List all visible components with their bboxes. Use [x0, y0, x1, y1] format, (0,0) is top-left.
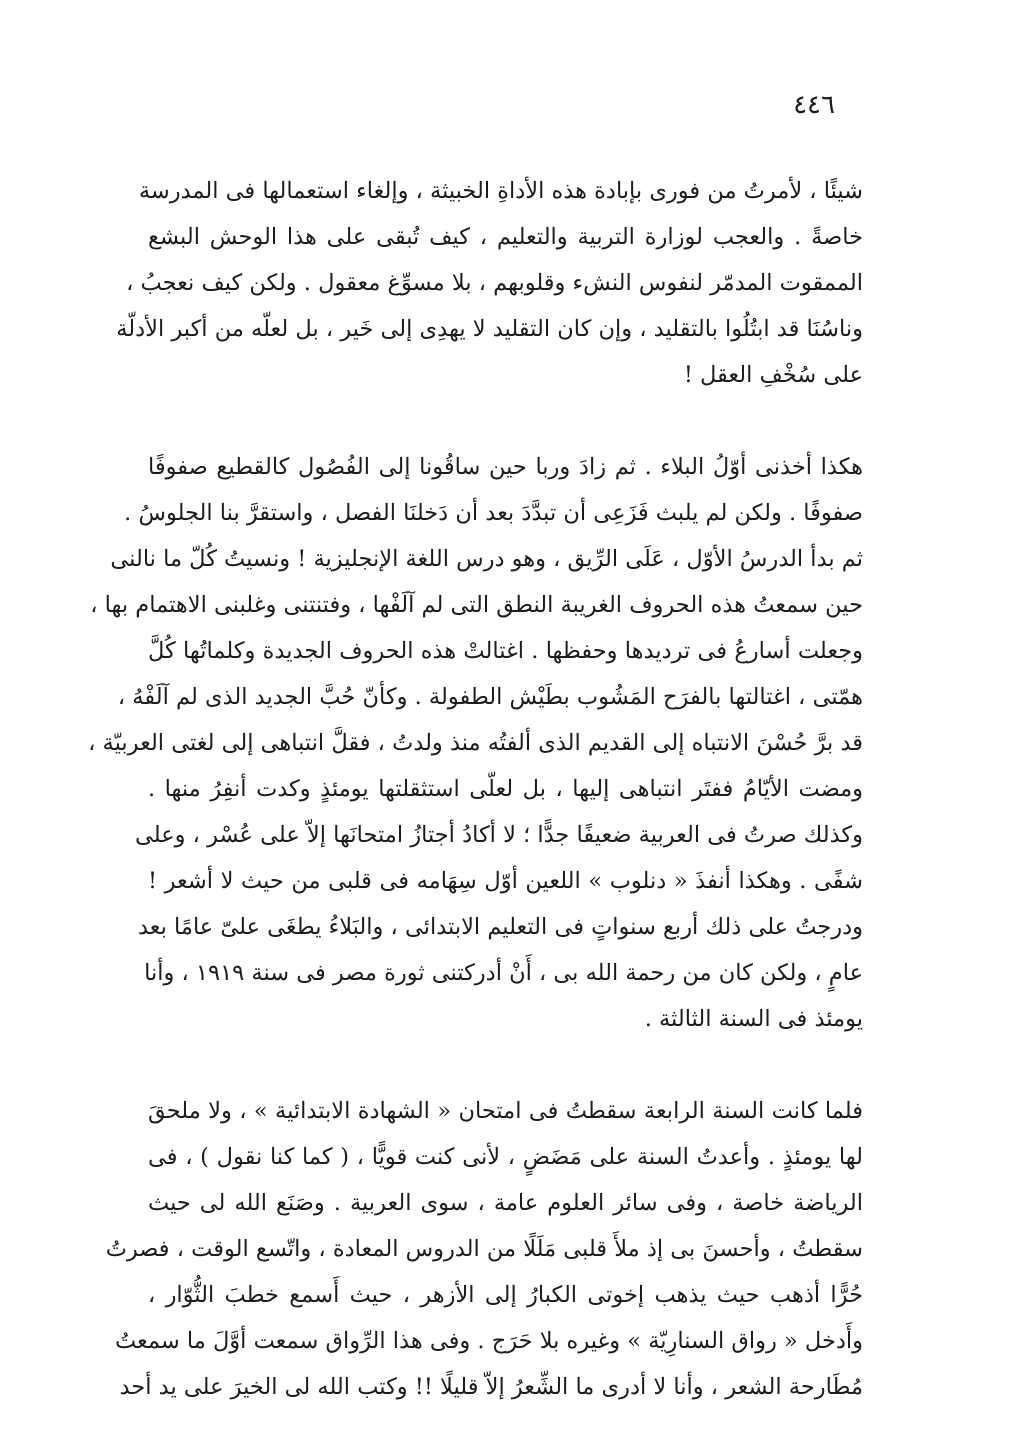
text-line: الرياضة خاصة ، وفى سائر العلوم عامة ، سوى العربية . وصَنَع الله لى حيث	[148, 1190, 863, 1216]
paragraph-2	[88, 444, 863, 1042]
text-line: لها يومئذٍ . وأعدتُ السنة على مَضَضٍ ، لأنى كنت قويًّا ، ( كما كنا نقول ) ، فى	[148, 1144, 863, 1170]
text-line: حُرًّا أذهب حيث يذهب إخوتى الكبارُ إلى الأزهر ، حيث أَسمع خطبَ الثُّوّار ،	[148, 1282, 863, 1308]
text-line: ثم بدأ الدرسُ الأوّل ، عَلَى الرِّيق ، وهو درس اللغة الإنجليزية ! ونسيتُ كُلّ ما نالنى	[110, 546, 863, 572]
page-body	[88, 168, 863, 1410]
text-line: وناسُنَا قد ابتُلُوا بالتقليد ، وإن كان التقليد لا يهدِى إلى خَير ، بل لعلّه من أكبر الأدلّة	[116, 316, 863, 342]
text-line: همّتى ، اغتالتها بالفرَح المَشُوب بطَيْش الطفولة . وكأنّ حُبَّ الجديد الذى لم آلَفْهُ ،	[117, 684, 863, 710]
text-line: على سُخْفِ العقل !	[683, 362, 863, 388]
page-number: ٤٤٦	[793, 90, 835, 120]
text-line: ودرجتُ على ذلك أربع سنواتٍ فى التعليم الابتدائى ، والبَلاءُ يطغَى علىّ عامًا بعد	[137, 914, 863, 940]
text-line: فلما كانت السنة الرابعة سقطتُ فى امتحان « الشهادة الابتدائية » ، ولا ملحقَ	[148, 1098, 863, 1124]
text-line: سقطتُ ، وأحسنَ بى إذ ملأَ قلبى مَلَلًا من الدروس المعادة ، واتّسع الوقت ، فصرتُ	[105, 1236, 863, 1262]
text-line: عامٍ ، ولكن كان من رحمة الله بى ، أَنْ أدركتنى ثورة مصر فى سنة ١٩١٩ ، وأنا	[144, 960, 863, 986]
text-line: وأَدخل « رواق السنارِيّة » وغيره بلا حَرَج . وفى هذا الرِّواق سمعت أوَّلَ ما سمعتُ	[114, 1328, 863, 1354]
text-line: يومئذ فى السنة الثالثة .	[644, 1006, 863, 1032]
text-line: شفًى . وهكذا أنفذَ « دنلوب » اللعين أوّل سِهَامه فى قلبى من حيث لا أشعر !	[148, 868, 863, 894]
text-line: وكذلك صرتُ فى العربية ضعيفًا جدًّا ؛ لا أكادُ أجتازُ امتحانَها إلاّ على عُسْر ، وعلى	[135, 822, 863, 848]
text-line: شيئًا ، لأمرتُ من فورى بإبادة هذه الأداةِ الخبيثة ، وإلغاء استعمالها فى المدرسة	[138, 178, 863, 204]
text-line: ومضت الأيّامُ ففتَر انتباهى إليها ، بل لعلّى استثقلتها يومئذٍ وكدت أنفِرُ منها .	[148, 776, 863, 802]
text-line: قد برَّ حُسْنَ الانتباه إلى القديم الذى ألفتُه منذ ولدتُ ، فقلَّ انتباهى إلى لغتى العربيّة ،	[88, 730, 863, 756]
paragraph-1	[116, 168, 863, 398]
text-line: هكذا أخذنى أوّلُ البلاء . ثم زادَ وربا حين ساقُونا إلى الفُصُول كالقطيع صفوفًا	[148, 454, 863, 480]
text-line: حين سمعتُ هذه الحروف الغريبة النطق التى لم آلَفْها ، وفتنتنى وغلبنى الاهتمام بها ،	[90, 592, 863, 618]
text-line: وجعلت أسارعُ فى ترديدها وحفظها . اغتالتْ هذه الحروف الجديدة وكلماتُها كُلَّ	[148, 638, 863, 664]
text-line: الممقوت المدمّر لنفوس النشء وقلوبهم ، بلا مسوِّغ معقول . ولكن كيف نعجبُ ،	[126, 270, 863, 296]
text-line: صفوفًا . ولكن لم يلبث فَزَعِى أن تبدَّدَ بعد أن دَخلنَا الفصل ، واستقرَّ بنا الجلوسُ .	[124, 500, 863, 526]
paragraph-3	[105, 1088, 863, 1410]
text-line: مُطَارحة الشعر ، وأنا لا أدرى ما الشِّعرُ إلاّ قليلًا !! وكتب الله لى الخيرَ على يد أحد	[119, 1374, 863, 1400]
text-line: خاصةً . والعجب لوزارة التربية والتعليم ، كيف تُبقى على هذا الوحش البشع	[148, 224, 863, 250]
